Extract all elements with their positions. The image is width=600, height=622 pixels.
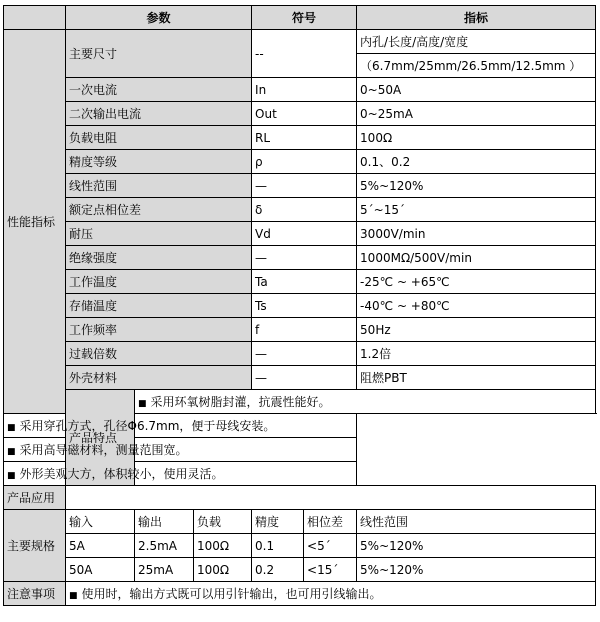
spec-header: 精度	[252, 510, 304, 534]
size-value-line2: （6.7mm/25mm/26.5mm/12.5mm ）	[357, 54, 596, 78]
perf-param: 存储温度	[66, 294, 252, 318]
spec-cell: 100Ω	[194, 558, 252, 582]
perf-value: 100Ω	[357, 126, 596, 150]
perf-symbol: f	[252, 318, 357, 342]
perf-param: 工作温度	[66, 270, 252, 294]
spec-cell: 5A	[66, 534, 135, 558]
size-symbol: --	[252, 30, 357, 78]
spec-header: 输入	[66, 510, 135, 534]
perf-param: 精度等级	[66, 150, 252, 174]
category-notes: 注意事项	[4, 582, 66, 606]
perf-symbol: RL	[252, 126, 357, 150]
feature-item: ■ 采用环氧树脂封灌，抗震性能好。	[135, 390, 596, 414]
feature-item: ■ 采用高导磁材料，测量范围宽。	[4, 438, 357, 462]
perf-row	[4, 342, 596, 366]
spec-header: 线性范围	[357, 510, 596, 534]
category-specs: 主要规格	[4, 510, 66, 582]
perf-value: 50Hz	[357, 318, 596, 342]
perf-param: 线性范围	[66, 174, 252, 198]
perf-symbol: —	[252, 366, 357, 390]
perf-symbol: Out	[252, 102, 357, 126]
perf-symbol: ρ	[252, 150, 357, 174]
spec-cell: 0.1	[252, 534, 304, 558]
spec-cell: 100Ω	[194, 534, 252, 558]
spec-cell: <15´	[304, 558, 357, 582]
header-param: 参数	[66, 6, 252, 30]
spec-cell: 5%~120%	[357, 534, 596, 558]
size-value-line1: 内孔/长度/高度/宽度	[357, 30, 596, 54]
perf-param: 一次电流	[66, 78, 252, 102]
header-row	[4, 6, 596, 30]
perf-symbol: —	[252, 342, 357, 366]
perf-row	[4, 198, 596, 222]
perf-symbol: In	[252, 78, 357, 102]
feature-row	[4, 414, 596, 438]
spec-header: 负载	[194, 510, 252, 534]
perf-param: 过载倍数	[66, 342, 252, 366]
spec-header: 相位差	[304, 510, 357, 534]
perf-symbol: —	[252, 246, 357, 270]
application-value	[66, 486, 596, 510]
feature-item: ■ 采用穿孔方式，孔径Φ6.7mm，便于母线安装。	[4, 414, 357, 438]
perf-value: 阻燃PBT	[357, 366, 596, 390]
bullet-icon: ■	[138, 399, 147, 409]
header-value: 指标	[357, 6, 596, 30]
perf-row	[4, 222, 596, 246]
notes-row	[4, 582, 596, 606]
perf-value: 1000MΩ/500V/min	[357, 246, 596, 270]
perf-param: 工作频率	[66, 318, 252, 342]
perf-symbol: Ta	[252, 270, 357, 294]
spec-header: 输出	[135, 510, 194, 534]
spec-cell: 25mA	[135, 558, 194, 582]
spec-row	[4, 534, 596, 558]
category-application: 产品应用	[4, 486, 66, 510]
spec-cell: 50A	[66, 558, 135, 582]
perf-symbol: δ	[252, 198, 357, 222]
perf-symbol: Vd	[252, 222, 357, 246]
perf-value: -25℃ ~ +65℃	[357, 270, 596, 294]
bullet-icon: ■	[69, 591, 78, 601]
bullet-icon: ■	[7, 471, 16, 481]
perf-row	[4, 246, 596, 270]
perf-row	[4, 294, 596, 318]
perf-value: 0~50A	[357, 78, 596, 102]
feature-row	[4, 438, 596, 462]
perf-row	[4, 126, 596, 150]
bullet-icon: ■	[7, 423, 16, 433]
spec-table	[3, 5, 596, 606]
spec-row	[4, 558, 596, 582]
perf-row	[4, 174, 596, 198]
size-row	[4, 30, 596, 54]
spec-header-row	[4, 510, 596, 534]
application-row	[4, 486, 596, 510]
perf-value: 0.1、0.2	[357, 150, 596, 174]
perf-row	[4, 270, 596, 294]
category-features: 产品特点	[66, 390, 135, 486]
perf-value: 1.2倍	[357, 342, 596, 366]
header-symbol: 符号	[252, 6, 357, 30]
feature-row	[4, 462, 596, 486]
perf-symbol: —	[252, 174, 357, 198]
notes-text: ■ 使用时，输出方式既可以用引针输出，也可用引线输出。	[66, 582, 596, 606]
spec-cell: 5%~120%	[357, 558, 596, 582]
perf-value: -40℃ ~ +80℃	[357, 294, 596, 318]
perf-value: 3000V/min	[357, 222, 596, 246]
perf-param: 负载电阻	[66, 126, 252, 150]
size-label: 主要尺寸	[66, 30, 252, 78]
perf-value: 5´~15´	[357, 198, 596, 222]
perf-row	[4, 150, 596, 174]
perf-value: 0~25mA	[357, 102, 596, 126]
perf-row	[4, 318, 596, 342]
perf-param: 耐压	[66, 222, 252, 246]
category-performance: 性能指标	[4, 30, 66, 414]
feature-row	[4, 390, 596, 414]
perf-row	[4, 366, 596, 390]
perf-param: 绝缘强度	[66, 246, 252, 270]
spec-cell: 2.5mA	[135, 534, 194, 558]
spec-cell: 0.2	[252, 558, 304, 582]
bullet-icon: ■	[7, 447, 16, 457]
perf-symbol: Ts	[252, 294, 357, 318]
spec-cell: <5´	[304, 534, 357, 558]
perf-param: 额定点相位差	[66, 198, 252, 222]
perf-param: 外壳材料	[66, 366, 252, 390]
perf-param: 二次输出电流	[66, 102, 252, 126]
perf-row	[4, 78, 596, 102]
feature-item: ■ 外形美观大方，体积较小，使用灵活。	[4, 462, 357, 486]
perf-value: 5%~120%	[357, 174, 596, 198]
perf-row	[4, 102, 596, 126]
